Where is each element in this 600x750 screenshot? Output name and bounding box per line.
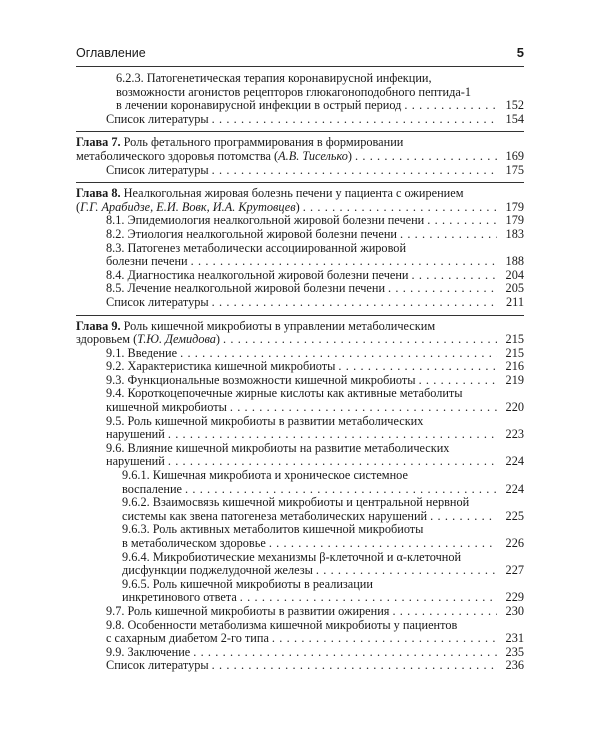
toc-page-number: 226 [505,536,524,550]
toc-entry-text: 6.2.3. Патогенетическая терапия коронавирусной инфекции, [116,71,432,85]
dot-leader [355,150,497,164]
dot-leader [412,269,497,283]
page-number: 5 [516,45,524,60]
toc-page-number: 188 [505,254,524,269]
toc-entry [76,564,524,578]
toc-entry-text: нарушений [106,427,165,442]
toc-entry-text: здоровьем (Т.Ю. Демидова) [76,332,221,347]
toc-entry [76,632,524,646]
toc-entry [76,333,524,347]
running-header [76,46,524,66]
toc-entry [76,387,524,401]
toc-page-number: 230 [505,603,524,618]
dot-leader [388,282,497,296]
toc-entry [76,86,524,100]
dot-leader [392,605,497,619]
dot-leader [269,537,497,551]
toc-entry-text: 8.2. Этиология неалкогольной жировой болезни печени [106,226,397,241]
toc-page-number: 215 [505,332,524,347]
author-names: Т.Ю. Демидова [137,332,216,347]
toc-entry-text: 8.5. Лечение неалкогольной жировой болезни печени [106,281,386,296]
toc-page-number: 224 [505,454,524,469]
dot-leader [400,228,497,242]
toc-entry-text: 9.7. Роль кишечной микробиоты в развитии ожирения [106,603,390,618]
dot-leader [212,164,497,178]
toc-entry-text: Глава 8. Неалкогольная жировая болезнь печени у пациента с ожирением [76,186,464,201]
toc-page-number: 224 [505,481,524,496]
toc-entry-text: 9.4. Короткоцепочечные жирные кислоты как активные метаболиты [106,386,463,401]
toc-entry [76,415,524,429]
dot-leader [185,483,497,497]
toc-entry [76,659,524,673]
toc-entry-text: 8.4. Диагностика неалкогольной жировой болезни печени [106,267,409,282]
toc-entry [76,483,524,497]
toc-entry-text: 9.6.1. Кишечная микробиота и хроническое системное [122,468,408,483]
chapter-label: Глава 8. [76,186,121,201]
toc-entry [76,150,524,164]
toc-page-number: 235 [505,644,524,659]
toc-entry [76,510,524,524]
toc-entry [76,242,524,256]
toc-entry-text: 9.8. Особенности метаболизма кишечной микробиоты у пациентов [106,617,458,632]
toc-page-number: 219 [505,372,524,387]
toc-page-number: 215 [505,345,524,360]
toc-entry [76,187,524,201]
toc-page-number: 179 [505,213,524,228]
toc-entry [76,537,524,551]
toc-entry [76,201,524,215]
toc-page-number: 231 [505,631,524,646]
toc-entry-text: кишечной микробиоты [106,400,227,415]
toc-page-number: 179 [505,199,524,214]
toc-entry-text: 8.3. Патогенез метаболически ассоциированной жировой [106,240,407,255]
toc-entry [76,269,524,283]
toc-entry-text: (Г.Г. Арабидзе, Е.И. Вовк, И.А. Крутовцев) [76,199,300,214]
toc-entry-text: метаболического здоровья потомства (А.В. Тиселько) [76,148,352,163]
toc-entry [76,320,524,334]
table-of-contents [76,72,524,673]
dot-leader [230,401,497,415]
author-names: А.В. Тиселько [278,148,348,163]
toc-page-number: 205 [505,281,524,296]
toc-entry-text: Список литературы [106,111,209,126]
toc-page-number: 183 [505,226,524,241]
dot-leader [193,646,497,660]
toc-page-number: 236 [505,658,524,673]
toc-page-number: 225 [505,508,524,523]
section-divider [76,315,524,316]
toc-page-number: 175 [505,162,524,177]
dot-leader [419,374,497,388]
dot-leader [427,214,497,228]
chapter-label: Глава 9. [76,318,121,333]
toc-page-number: 220 [505,400,524,415]
dot-leader [404,99,497,113]
toc-entry [76,619,524,633]
toc-entry-text: 9.3. Функциональные возможности кишечной микробиоты [106,372,416,387]
toc-entry [76,605,524,619]
section-divider [76,131,524,132]
toc-page-number: 227 [505,563,524,578]
toc-entry [76,214,524,228]
toc-entry [76,551,524,565]
dot-leader [212,296,497,310]
dot-leader [191,255,497,269]
dot-leader [212,113,497,127]
dot-leader [272,632,497,646]
toc-entry-text: 9.2. Характеристика кишечной микробиоты [106,359,336,374]
toc-page-number: 229 [505,590,524,605]
toc-entry [76,99,524,113]
toc-entry [76,72,524,86]
toc-page-number: 223 [505,427,524,442]
toc-page-number: 152 [505,98,524,113]
toc-entry [76,578,524,592]
dot-leader [240,591,497,605]
toc-entry-text: Глава 7. Роль фетального программирования в формировании [76,135,404,150]
toc-entry-text: воспаление [122,481,182,496]
dot-leader [168,455,497,469]
dot-leader [303,201,497,215]
toc-entry [76,591,524,605]
toc-entry-text: в метаболическом здоровье [122,536,266,550]
toc-entry-text: 9.6.4. Микробиотические механизмы β-клеточной и α-клеточной [122,549,462,564]
toc-entry [76,523,524,537]
toc-entry [76,442,524,456]
author-names: Г.Г. Арабидзе, Е.И. Вовк, И.А. Крутовцев [80,199,296,214]
toc-entry-text: 9.6. Влияние кишечной микробиоты на развитие метаболических [106,440,450,455]
toc-entry-text: с сахарным диабетом 2-го типа [106,631,269,646]
toc-entry [76,646,524,660]
toc-entry-text: Список литературы [106,294,209,309]
toc-entry-text: 9.5. Роль кишечной микробиоты в развитии метаболических [106,413,424,428]
dot-leader [168,428,497,442]
toc-entry-text: инкретинового ответа [122,590,237,605]
toc-page-number: 211 [506,294,524,309]
dot-leader [430,510,497,524]
toc-page-number: 169 [505,148,524,163]
toc-entry-text: Список литературы [106,658,209,673]
chapter-label: Глава 7. [76,135,121,150]
toc-entry-text: в лечении коронавирусной инфекции в острый период [116,98,402,113]
toc-entry-text: нарушений [106,454,165,469]
toc-entry [76,401,524,415]
toc-entry [76,455,524,469]
dot-leader [180,347,497,361]
toc-entry [76,360,524,374]
toc-entry-text: 8.1. Эпидемиология неалкогольной жировой болезни печени [106,213,425,228]
toc-entry-text: дисфункции поджелудочной железы [122,563,313,578]
section-divider [76,182,524,183]
toc-entry [76,374,524,388]
toc-entry-text: 9.9. Заключение [106,644,191,659]
dot-leader [316,564,497,578]
toc-entry-text: 9.6.2. Взаимосвязь кишечной микробиоты и центральной нервной [122,495,470,510]
toc-entry [76,496,524,510]
toc-entry [76,164,524,178]
toc-entry [76,255,524,269]
toc-entry [76,282,524,296]
toc-entry [76,347,524,361]
toc-entry-text: возможности агонистов рецепторов глюкагоноподобного пептида-1 [116,84,472,99]
dot-leader [223,333,497,347]
toc-entry [76,228,524,242]
toc-entry-text: Список литературы [106,162,209,177]
toc-page-number: 216 [505,359,524,374]
toc-entry-text: системы как звена патогенеза метаболических нарушений [122,508,428,523]
header-rule [76,66,524,67]
dot-leader [212,659,497,673]
header-title: Оглавление [76,46,146,60]
toc-entry-text: 9.6.5. Роль кишечной микробиоты в реализации [122,576,373,591]
dot-leader [338,360,497,374]
toc-entry [76,136,524,150]
toc-entry [76,428,524,442]
toc-page-number: 154 [505,111,524,126]
toc-entry [76,469,524,483]
toc-entry-text: Глава 9. Роль кишечной микробиоты в управлении метаболическим [76,318,436,333]
toc-page-number: 204 [505,267,524,282]
toc-entry [76,113,524,127]
toc-entry-text: болезни печени [106,254,188,269]
toc-entry [76,296,524,310]
toc-entry-text: 9.1. Введение [106,345,178,360]
toc-entry-text: 9.6.3. Роль активных метаболитов кишечной микробиоты [122,522,424,537]
